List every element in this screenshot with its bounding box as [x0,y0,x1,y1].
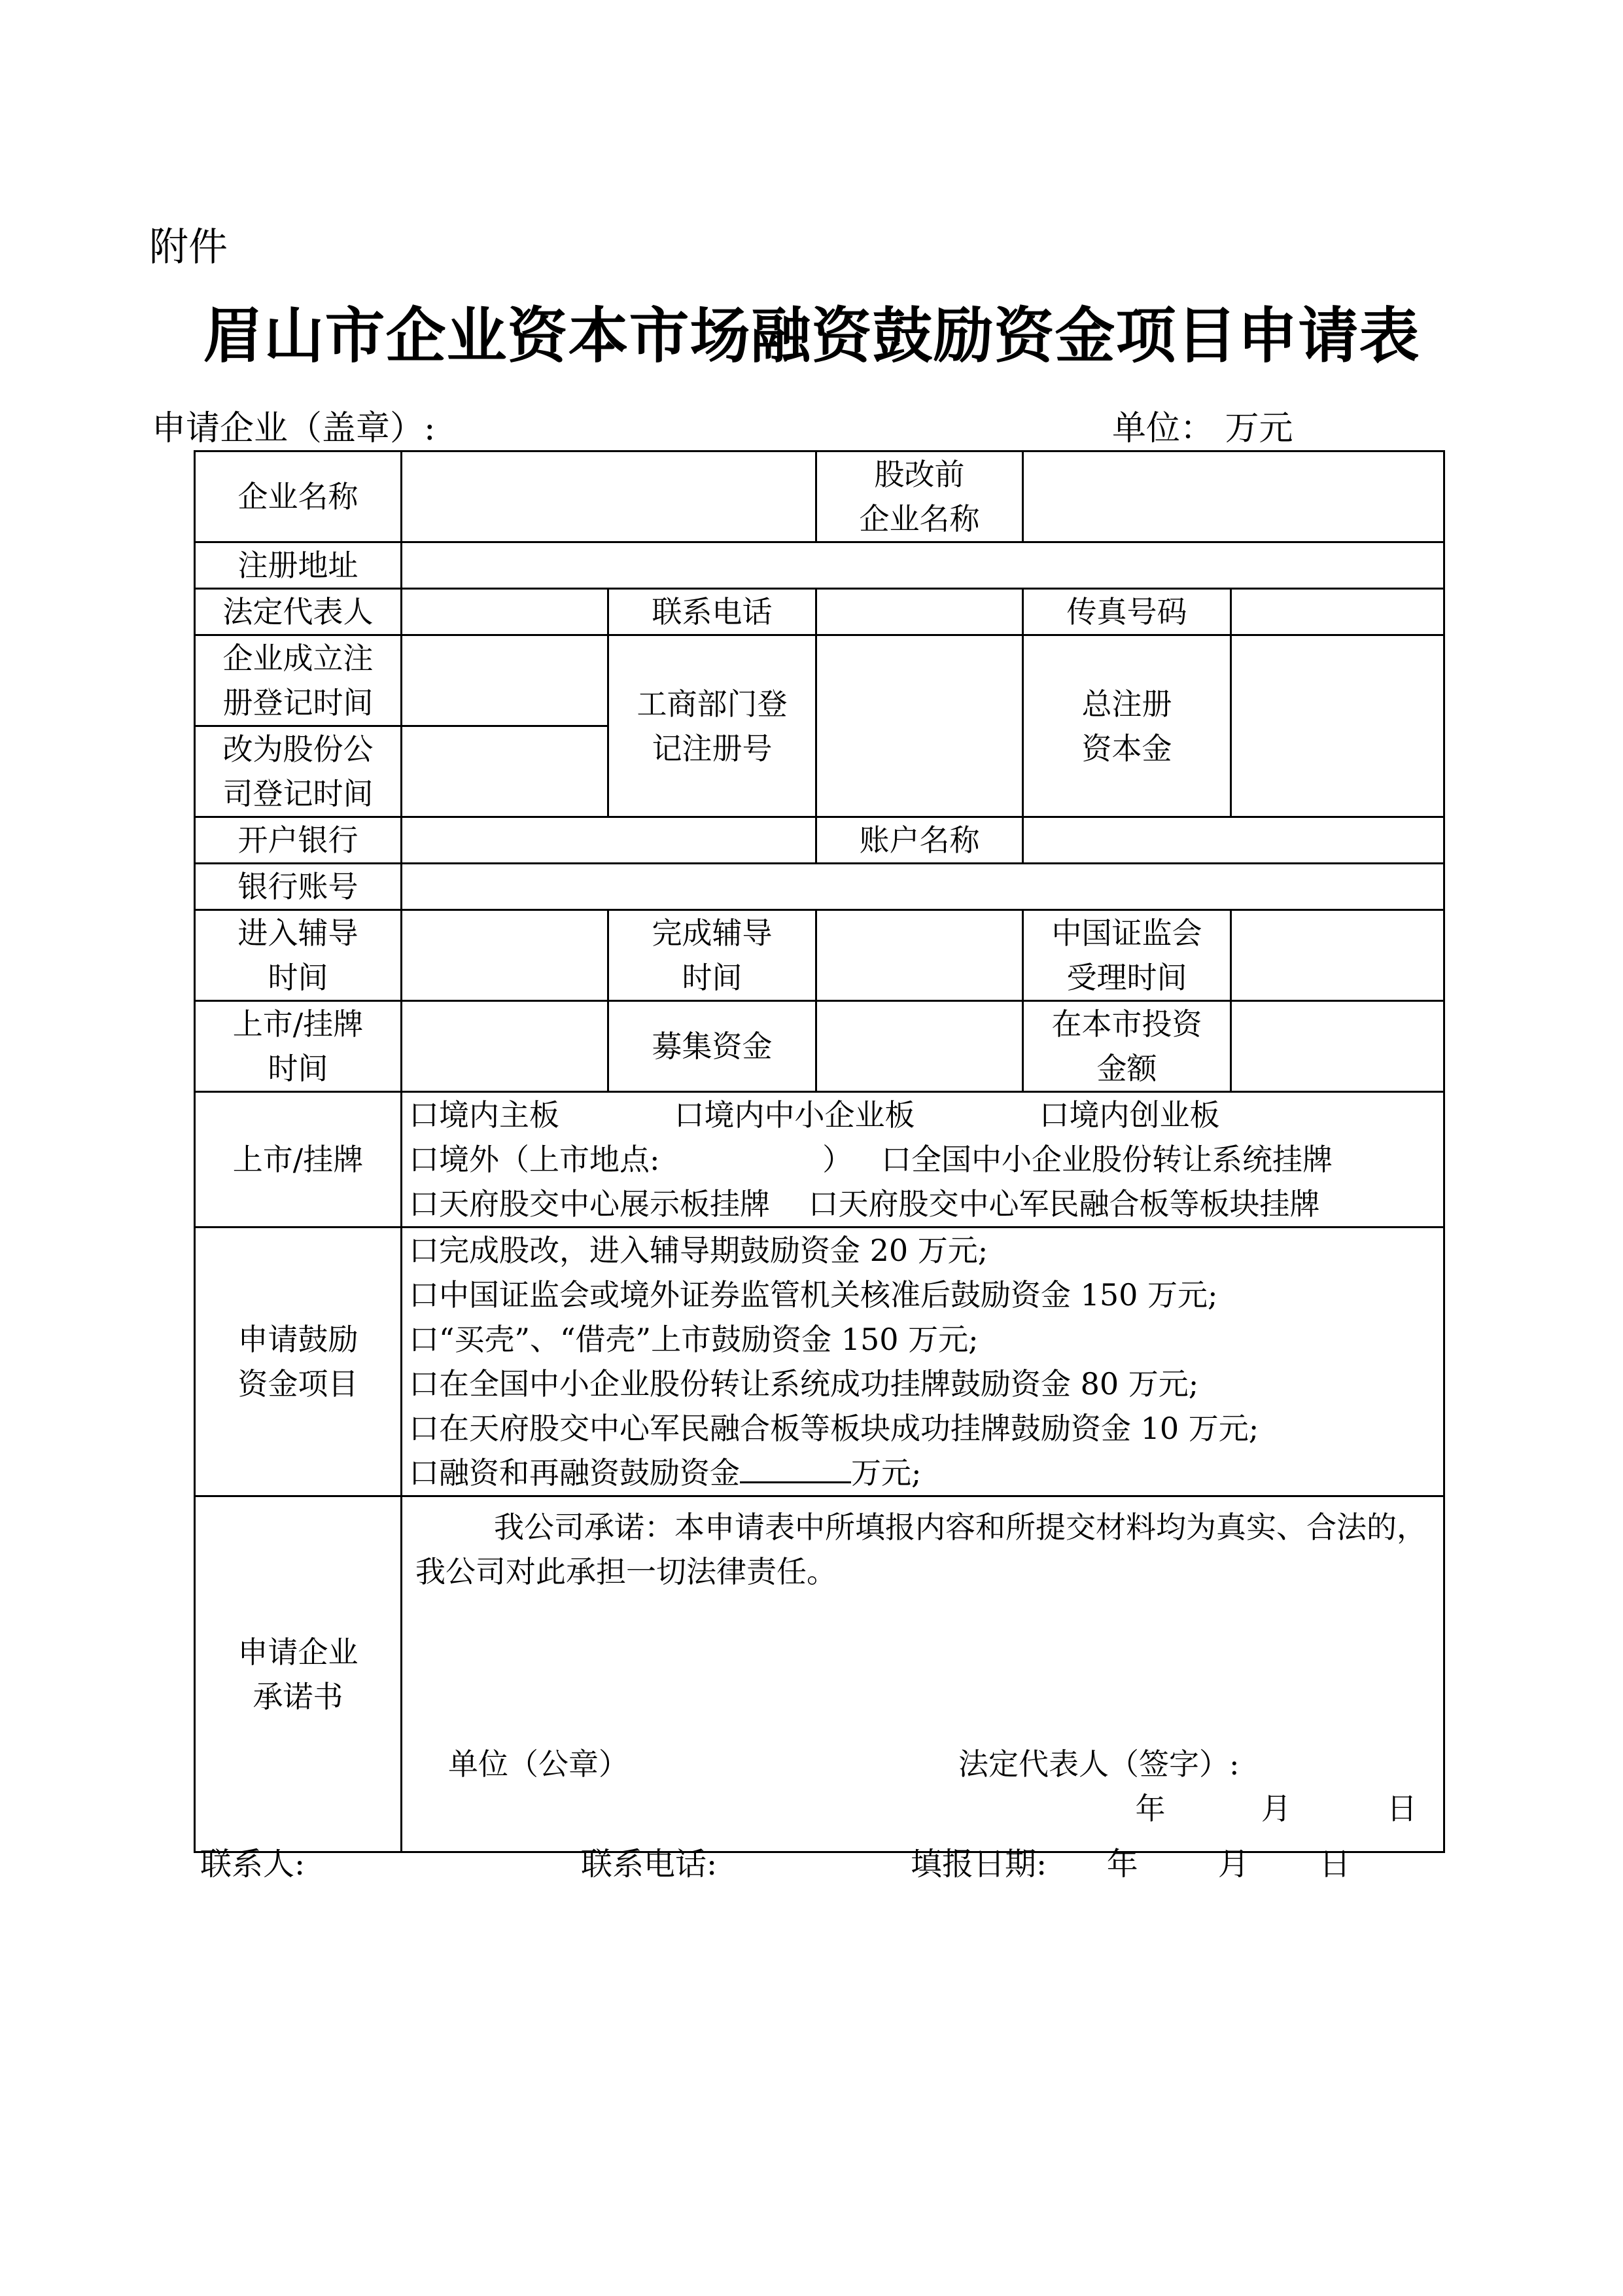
unit-label: 单位： 万元 [1112,409,1293,448]
established-time-label: 企业成立注 册登记时间 [195,635,402,726]
listing-board-options[interactable] [402,1092,1444,1227]
board-option-line[interactable]: 口境内主板 口境内中小企业板 口境内创业板 [409,1097,1220,1133]
commitment-unit-seal: 单位（公章） [448,1746,629,1782]
funding-item[interactable]: 口完成股改，进入辅导期鼓励资金 20 万元; [409,1233,988,1268]
listing-board-label: 上市/挂牌 [195,1092,402,1227]
joint-stock-time-field[interactable] [402,726,608,817]
bank-label: 开户银行 [195,817,402,864]
account-number-field[interactable] [402,864,1444,910]
funding-items-options[interactable] [402,1227,1444,1496]
funding-items-label: 申请鼓励 资金项目 [195,1227,402,1496]
total-capital-label: 总注册 资本金 [1023,635,1231,817]
commitment-text: 我公司承诺：本申请表中所填报内容和所提交材料均为真实、合法的，我公司对此承担一切法律责任。 [415,1509,1427,1589]
footer-contact: 联系人: [200,1846,305,1882]
phone-label: 联系电话 [608,589,816,635]
commitment-label: 申请企业 承诺书 [195,1496,402,1852]
funding-item[interactable]: 口中国证监会或境外证券监管机关核准后鼓励资金 150 万元; [409,1277,1218,1313]
registered-address-label: 注册地址 [195,542,402,589]
funding-item[interactable]: 口在全国中小企业股份转让系统成功挂牌鼓励资金 80 万元; [409,1366,1199,1402]
reg-number-label: 工商部门登 记注册号 [608,635,816,817]
footer-date: 填报日期: 年 月 日 [911,1846,1351,1882]
csrc-accept-field[interactable] [1231,910,1444,1001]
pre-reform-name-field[interactable] [1023,451,1444,542]
listing-time-label: 上市/挂牌 时间 [195,1001,402,1092]
funding-item[interactable]: 口在天府股交中心军民融合板等板块成功挂牌鼓励资金 10 万元; [409,1411,1259,1446]
local-investment-field[interactable] [1231,1001,1444,1092]
bank-field[interactable] [402,817,816,864]
footer-phone: 联系电话: [581,1846,718,1882]
funds-raised-field[interactable] [816,1001,1023,1092]
phone-field[interactable] [816,589,1023,635]
commitment-cell [402,1496,1444,1852]
amount-blank[interactable] [740,1455,851,1483]
established-time-field[interactable] [402,635,608,726]
commitment-legal-signature: 法定代表人（签字）: [958,1746,1240,1782]
complete-tutoring-label: 完成辅导 时间 [608,910,816,1001]
listing-time-field[interactable] [402,1001,608,1092]
funding-item[interactable]: 口融资和再融资鼓励资金 万元; [409,1455,922,1491]
company-name-field[interactable] [402,451,816,542]
pre-reform-name-label: 股改前 企业名称 [816,451,1023,542]
commitment-date: 年 月 日 [1135,1790,1417,1826]
fax-field[interactable] [1231,589,1444,635]
joint-stock-time-label: 改为股份公 司登记时间 [195,726,402,817]
fax-label: 传真号码 [1023,589,1231,635]
funds-raised-label: 募集资金 [608,1001,816,1092]
registered-address-field[interactable] [402,542,1444,589]
csrc-accept-label: 中国证监会 受理时间 [1023,910,1231,1001]
application-form-table [194,450,1445,1853]
legal-rep-field[interactable] [402,589,608,635]
legal-rep-label: 法定代表人 [195,589,402,635]
board-option-line[interactable]: 口天府股交中心展示板挂牌 口天府股交中心军民融合板等板块挂牌 [409,1186,1320,1222]
local-investment-label: 在本市投资 金额 [1023,1001,1231,1092]
board-option-line[interactable]: 口境外（上市地点: ） 口全国中小企业股份转让系统挂牌 [409,1142,1333,1177]
enter-tutoring-label: 进入辅导 时间 [195,910,402,1001]
funding-item[interactable]: 口“买壳”、“借壳”上市鼓励资金 150 万元; [409,1322,979,1357]
applicant-label: 申请企业（盖章）: [152,409,436,448]
account-name-label: 账户名称 [816,817,1023,864]
total-capital-field[interactable] [1231,635,1444,817]
attachment-label: 附件 [149,224,228,270]
account-name-field[interactable] [1023,817,1444,864]
complete-tutoring-field[interactable] [816,910,1023,1001]
page-title: 眉山市企业资本市场融资鼓励资金项目申请表 [203,300,1420,371]
enter-tutoring-field[interactable] [402,910,608,1001]
reg-number-field[interactable] [816,635,1023,817]
company-name-label: 企业名称 [195,451,402,542]
account-number-label: 银行账号 [195,864,402,910]
